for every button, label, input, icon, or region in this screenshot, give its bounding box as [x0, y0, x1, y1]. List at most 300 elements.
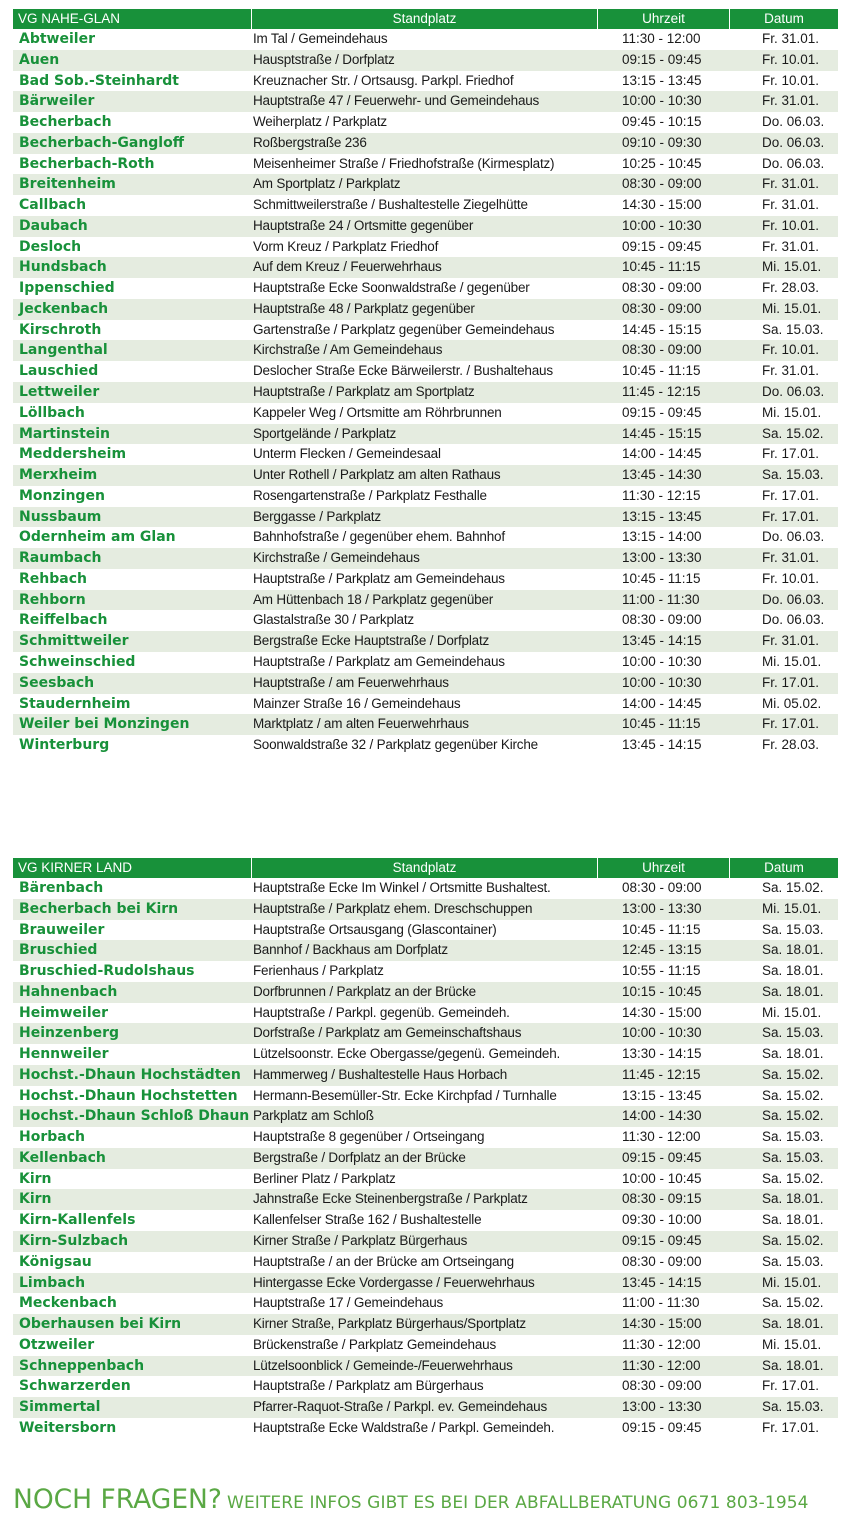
cell-uhrzeit: 13:15 - 14:00	[622, 529, 702, 545]
cell-standplatz: Auf dem Kreuz / Feuerwehrhaus	[253, 259, 442, 275]
table-row	[13, 878, 838, 899]
cell-standplatz: Hauptstraße / Parkplatz ehem. Dreschschuppen	[253, 900, 533, 916]
table-row	[13, 1397, 838, 1418]
cell-uhrzeit: 09:30 - 10:00	[622, 1212, 702, 1228]
cell-uhrzeit: 11:00 - 11:30	[622, 591, 700, 607]
cell-standplatz: Hermann-Besemüller-Str. Ecke Kirchpfad / Turnhalle	[253, 1087, 557, 1103]
cell-standplatz: Dorfstraße / Parkplatz am Gemeinschaftshaus	[253, 1025, 522, 1041]
cell-datum: Sa. 15.03.	[762, 1149, 824, 1165]
cell-ort: Daubach	[19, 217, 88, 234]
cell-uhrzeit: 13:15 - 13:45	[622, 72, 702, 88]
cell-datum: Fr. 31.01.	[762, 176, 820, 192]
cell-uhrzeit: 11:30 - 12:00	[622, 1336, 701, 1352]
table-row	[13, 1356, 838, 1377]
cell-datum: Mi. 15.01.	[762, 653, 822, 669]
cell-standplatz: Jahnstraße Ecke Steinenbergstraße / Parkplatz	[253, 1191, 528, 1207]
cell-ort: Bärweiler	[19, 93, 95, 110]
cell-uhrzeit: 10:55 - 11:15	[622, 963, 701, 979]
table-row	[13, 694, 838, 715]
cell-datum: Mi. 15.01.	[762, 404, 822, 420]
cell-datum: Do. 06.03.	[762, 384, 825, 400]
cell-uhrzeit: 13:00 - 13:30	[622, 550, 702, 566]
cell-ort: Hundsbach	[19, 259, 107, 276]
cell-uhrzeit: 13:30 - 14:15	[622, 1046, 702, 1062]
cell-datum: Sa. 18.01.	[762, 1316, 824, 1332]
cell-uhrzeit: 08:30 - 09:00	[622, 1253, 702, 1269]
cell-ort: Kirn	[19, 1191, 52, 1208]
table-row	[13, 133, 838, 154]
cell-standplatz: Im Tal / Gemeindehaus	[253, 31, 388, 46]
cell-datum: Fr. 10.01.	[762, 72, 820, 88]
cell-standplatz: Hauptstraße 24 / Ortsmitte gegenüber	[253, 217, 474, 233]
cell-standplatz: Hauptstraße / an der Brücke am Ortseingang	[253, 1253, 514, 1269]
cell-datum: Fr. 28.03.	[762, 737, 820, 753]
cell-standplatz: Hauptstraße / Parkplatz am Gemeindehaus	[253, 570, 505, 586]
table-row	[13, 1252, 838, 1273]
cell-datum: Fr. 10.01.	[762, 51, 820, 67]
cell-standplatz: Parkplatz am Schloß	[253, 1108, 374, 1124]
cell-standplatz: Dorfbrunnen / Parkplatz an der Brücke	[253, 983, 476, 999]
cell-datum: Fr. 10.01.	[762, 217, 820, 233]
cell-standplatz: Hauptstraße Ecke Im Winkel / Ortsmitte Bushaltest.	[253, 880, 551, 895]
table-row	[13, 299, 838, 320]
cell-standplatz: Pfarrer-Raquot-Straße / Parkpl. ev. Gemeindehaus	[253, 1399, 548, 1415]
cell-uhrzeit: 11:45 - 12:15	[622, 384, 701, 400]
cell-datum: Fr. 17.01.	[762, 1378, 820, 1394]
table-row	[13, 403, 838, 424]
cell-datum: Mi. 15.01.	[762, 1336, 822, 1352]
cell-standplatz: Lützelsoonblick / Gemeinde-/Feuerwehrhaus	[253, 1357, 513, 1373]
cell-standplatz: Kirner Straße / Parkplatz Bürgerhaus	[253, 1233, 468, 1249]
cell-standplatz: Marktplatz / am alten Feuerwehrhaus	[253, 716, 469, 732]
cell-standplatz: Berggasse / Parkplatz	[253, 508, 381, 524]
cell-datum: Sa. 18.01.	[762, 983, 824, 999]
cell-ort: Seesbach	[19, 674, 95, 691]
cell-datum: Sa. 18.01.	[762, 942, 824, 958]
table-row	[13, 590, 838, 611]
cell-datum: Fr. 31.01.	[762, 550, 820, 566]
cell-uhrzeit: 10:00 - 10:30	[622, 674, 702, 690]
cell-standplatz: Soonwaldstraße 32 / Parkplatz gegenüber Kirche	[253, 737, 538, 753]
cell-datum: Sa. 15.03.	[762, 1025, 824, 1041]
cell-uhrzeit: 08:30 - 09:15	[622, 1191, 702, 1207]
table-row	[13, 444, 838, 465]
cell-datum: Sa. 18.01.	[762, 1046, 824, 1062]
cell-ort: Bruschied	[19, 942, 98, 959]
cell-ort: Rehborn	[19, 591, 86, 608]
cell-standplatz: Glastalstraße 30 / Parkplatz	[253, 612, 414, 628]
cell-standplatz: Lützelsoonstr. Ecke Obergasse/gegenü. Gemeindeh.	[253, 1046, 561, 1062]
table-row	[13, 1065, 838, 1086]
cell-ort: Bruschied-Rudolshaus	[19, 963, 195, 980]
cell-ort: Kellenbach	[19, 1149, 106, 1166]
table-row	[13, 982, 838, 1003]
cell-datum: Mi. 15.01.	[762, 300, 822, 316]
cell-standplatz: Bahnhofstraße / gegenüber ehem. Bahnhof	[253, 529, 505, 545]
cell-uhrzeit: 11:30 - 12:00	[622, 31, 701, 46]
table-row	[13, 1023, 838, 1044]
table-row	[13, 1210, 838, 1231]
cell-ort: Hennweiler	[19, 1046, 109, 1063]
table-row	[13, 340, 838, 361]
cell-uhrzeit: 08:30 - 09:00	[622, 342, 702, 358]
cell-uhrzeit: 10:00 - 10:30	[622, 1025, 702, 1041]
table-row	[13, 320, 838, 341]
cell-ort: Schwarzerden	[19, 1378, 131, 1395]
table-row	[13, 50, 838, 71]
cell-datum: Sa. 15.03.	[762, 467, 824, 483]
footer-info: WEITERE INFOS GIBT ES BEI DER ABFALLBERATUNG 0671 803-1954	[227, 1493, 809, 1513]
cell-uhrzeit: 10:45 - 11:15	[622, 259, 701, 275]
cell-ort: Rehbach	[19, 570, 87, 587]
table-vg-nahe-glan	[13, 9, 838, 756]
table-row	[13, 361, 838, 382]
cell-datum: Mi. 05.02.	[762, 695, 822, 711]
cell-uhrzeit: 13:00 - 13:30	[622, 900, 702, 916]
cell-ort: Becherbach bei Kirn	[19, 900, 179, 917]
cell-standplatz: Hauptstraße 17 / Gemeindehaus	[253, 1295, 444, 1311]
cell-ort: Schneppenbach	[19, 1357, 145, 1374]
cell-ort: Kirschroth	[19, 321, 102, 338]
table-row	[13, 940, 838, 961]
cell-datum: Sa. 18.01.	[762, 963, 824, 979]
cell-datum: Mi. 15.01.	[762, 900, 822, 916]
cell-datum: Fr. 17.01.	[762, 716, 820, 732]
cell-ort: Bärenbach	[19, 880, 104, 896]
table-vg-kirner-land	[13, 858, 838, 1439]
cell-uhrzeit: 09:15 - 09:45	[622, 1149, 702, 1165]
cell-uhrzeit: 09:15 - 09:45	[622, 1233, 702, 1249]
cell-uhrzeit: 13:00 - 13:30	[622, 1399, 702, 1415]
cell-datum: Sa. 15.02.	[762, 1087, 824, 1103]
table-row	[13, 278, 838, 299]
header-uhrzeit: Uhrzeit	[598, 9, 730, 29]
cell-datum: Fr. 17.01.	[762, 508, 820, 524]
cell-ort: Reiffelbach	[19, 612, 108, 629]
cell-standplatz: Kirchstraße / Am Gemeindehaus	[253, 342, 443, 358]
table-row	[13, 1273, 838, 1294]
cell-ort: Hochst.-Dhaun Hochstädten	[19, 1066, 241, 1083]
cell-datum: Sa. 18.01.	[762, 1212, 824, 1228]
table-row	[13, 237, 838, 258]
cell-ort: Otzweiler	[19, 1336, 95, 1353]
cell-uhrzeit: 10:45 - 11:15	[622, 363, 701, 379]
cell-uhrzeit: 11:30 - 12:00	[622, 1357, 701, 1373]
table-row	[13, 673, 838, 694]
table-row	[13, 91, 838, 112]
cell-datum: Sa. 18.01.	[762, 1357, 824, 1373]
cell-ort: Merxheim	[19, 467, 98, 484]
cell-standplatz: Hammerweg / Bushaltestelle Haus Horbach	[253, 1066, 508, 1082]
cell-datum: Fr. 31.01.	[762, 363, 820, 379]
cell-ort: Martinstein	[19, 425, 111, 442]
cell-datum: Fr. 31.01.	[762, 633, 820, 649]
cell-ort: Weitersborn	[19, 1419, 117, 1436]
cell-datum: Sa. 15.03.	[762, 321, 824, 337]
cell-datum: Sa. 15.02.	[762, 1295, 824, 1311]
cell-standplatz: Hauptstraße Ecke Waldstraße / Parkpl. Gemeindeh.	[253, 1419, 555, 1435]
cell-datum: Fr. 10.01.	[762, 570, 820, 586]
table-row	[13, 1335, 838, 1356]
table-row	[13, 507, 838, 528]
cell-uhrzeit: 08:30 - 09:00	[622, 612, 702, 628]
header-standplatz: Standplatz	[252, 858, 598, 878]
cell-uhrzeit: 11:30 - 12:00	[622, 1129, 701, 1145]
table-row	[13, 920, 838, 941]
cell-ort: Brauweiler	[19, 921, 105, 938]
cell-ort: Raumbach	[19, 550, 102, 567]
table-row	[13, 257, 838, 278]
footer-question: NOCH FRAGEN?	[13, 1484, 222, 1515]
table-row	[13, 631, 838, 652]
cell-standplatz: Kappeler Weg / Ortsmitte am Röhrbrunnen	[253, 404, 502, 420]
cell-uhrzeit: 14:30 - 15:00	[622, 1004, 702, 1020]
cell-ort: Becherbach-Roth	[19, 155, 155, 172]
cell-ort: Kirn-Sulzbach	[19, 1233, 129, 1250]
cell-datum: Fr. 17.01.	[762, 487, 820, 503]
cell-uhrzeit: 13:15 - 13:45	[622, 1087, 702, 1103]
cell-datum: Sa. 15.02.	[762, 425, 824, 441]
cell-ort: Staudernheim	[19, 695, 131, 712]
cell-ort: Horbach	[19, 1129, 85, 1146]
cell-ort: Schweinschied	[19, 653, 136, 670]
cell-datum: Fr. 31.01.	[762, 238, 820, 254]
cell-ort: Lauschied	[19, 363, 99, 380]
cell-ort: Becherbach	[19, 114, 112, 131]
table-header	[13, 858, 838, 878]
cell-datum: Sa. 15.03.	[762, 1399, 824, 1415]
table-row	[13, 29, 838, 50]
cell-ort: Lettweiler	[19, 384, 100, 401]
table-row	[13, 216, 838, 237]
cell-ort: Jeckenbach	[19, 300, 109, 317]
cell-ort: Kirn-Kallenfels	[19, 1212, 136, 1229]
cell-datum: Fr. 10.01.	[762, 342, 820, 358]
cell-uhrzeit: 14:45 - 15:15	[622, 425, 702, 441]
table-row	[13, 735, 838, 756]
cell-standplatz: Bannhof / Backhaus am Dorfplatz	[253, 942, 448, 958]
table-row	[13, 1376, 838, 1397]
cell-datum: Sa. 15.03.	[762, 921, 824, 937]
cell-ort: Hochst.-Dhaun Hochstetten	[19, 1087, 238, 1104]
table-row	[13, 714, 838, 735]
cell-uhrzeit: 08:30 - 09:00	[622, 300, 702, 316]
cell-ort: Heimweiler	[19, 1004, 109, 1021]
cell-ort: Odernheim am Glan	[19, 529, 176, 546]
cell-datum: Do. 06.03.	[762, 529, 825, 545]
table-row	[13, 1044, 838, 1065]
cell-uhrzeit: 10:45 - 11:15	[622, 716, 701, 732]
table-row	[13, 1169, 838, 1190]
cell-uhrzeit: 11:45 - 12:15	[622, 1066, 701, 1082]
table-row	[13, 424, 838, 445]
table-row	[13, 71, 838, 92]
cell-ort: Oberhausen bei Kirn	[19, 1316, 182, 1333]
cell-standplatz: Hauptstraße / Parkpl. gegenüb. Gemeindeh.	[253, 1004, 510, 1020]
table-row	[13, 961, 838, 982]
cell-uhrzeit: 10:25 - 10:45	[622, 155, 702, 171]
cell-uhrzeit: 10:00 - 10:30	[622, 217, 702, 233]
cell-datum: Fr. 31.01.	[762, 31, 820, 46]
cell-standplatz: Hauptstraße 47 / Feuerwehr- und Gemeindehaus	[253, 93, 540, 109]
cell-standplatz: Roßbergstraße 236	[253, 134, 367, 150]
cell-ort: Kirn	[19, 1170, 52, 1187]
table-row	[13, 1418, 838, 1439]
cell-ort: Breitenheim	[19, 176, 116, 193]
cell-uhrzeit: 09:15 - 09:45	[622, 238, 702, 254]
table-row	[13, 1086, 838, 1107]
cell-ort: Simmertal	[19, 1399, 101, 1416]
table-row	[13, 1293, 838, 1314]
cell-standplatz: Unter Rothell / Parkplatz am alten Rathaus	[253, 467, 501, 483]
cell-uhrzeit: 14:00 - 14:30	[622, 1108, 702, 1124]
cell-standplatz: Berliner Platz / Parkplatz	[253, 1170, 396, 1186]
cell-uhrzeit: 09:15 - 09:45	[622, 51, 702, 67]
table-row	[13, 1231, 838, 1252]
header-datum: Datum	[764, 860, 804, 875]
cell-ort: Bad Sob.-Steinhardt	[19, 72, 179, 89]
cell-standplatz: Hausptstraße / Dorfplatz	[253, 51, 395, 67]
cell-uhrzeit: 12:45 - 13:15	[622, 942, 702, 958]
cell-datum: Sa. 15.02.	[762, 1066, 824, 1082]
cell-uhrzeit: 08:30 - 09:00	[622, 280, 702, 296]
cell-standplatz: Hauptstraße / am Feuerwehrhaus	[253, 674, 449, 690]
table-row	[13, 527, 838, 548]
cell-uhrzeit: 13:15 - 13:45	[622, 508, 702, 524]
cell-standplatz: Deslocher Straße Ecke Bärweilerstr. / Bushaltehaus	[253, 363, 553, 379]
cell-datum: Sa. 15.03.	[762, 1253, 824, 1269]
cell-datum: Fr. 17.01.	[762, 1419, 820, 1435]
cell-datum: Fr. 31.01.	[762, 93, 820, 109]
cell-datum: Mi. 15.01.	[762, 259, 822, 275]
cell-uhrzeit: 14:30 - 15:00	[622, 197, 702, 213]
cell-ort: Monzingen	[19, 487, 105, 504]
header-standplatz: Standplatz	[252, 9, 598, 29]
cell-standplatz: Meisenheimer Straße / Friedhofstraße (Kirmesplatz)	[253, 155, 555, 171]
cell-datum: Fr. 28.03.	[762, 280, 820, 296]
table-row	[13, 112, 838, 133]
cell-ort: Callbach	[19, 197, 87, 214]
cell-datum: Do. 06.03.	[762, 591, 825, 607]
cell-datum: Sa. 15.02.	[762, 1108, 824, 1124]
table-row	[13, 154, 838, 175]
cell-ort: Hahnenbach	[19, 983, 118, 1000]
cell-uhrzeit: 09:15 - 09:45	[622, 404, 702, 420]
cell-uhrzeit: 10:15 - 10:45	[622, 983, 702, 999]
table-row	[13, 195, 838, 216]
table-header	[13, 9, 838, 29]
cell-datum: Sa. 18.01.	[762, 1191, 824, 1207]
cell-uhrzeit: 14:30 - 15:00	[622, 1316, 702, 1332]
cell-datum: Sa. 15.02.	[762, 880, 824, 895]
table-row	[13, 174, 838, 195]
header-uhrzeit: Uhrzeit	[598, 858, 730, 878]
cell-ort: Königsau	[19, 1253, 92, 1270]
cell-uhrzeit: 13:45 - 14:15	[622, 1274, 702, 1290]
table-row	[13, 1003, 838, 1024]
cell-uhrzeit: 14:45 - 15:15	[622, 321, 702, 337]
table-row	[13, 382, 838, 403]
cell-uhrzeit: 13:45 - 14:15	[622, 737, 702, 753]
cell-datum: Do. 06.03.	[762, 612, 825, 628]
cell-uhrzeit: 13:45 - 14:15	[622, 633, 702, 649]
cell-datum: Fr. 31.01.	[762, 197, 820, 213]
cell-datum: Do. 06.03.	[762, 114, 825, 130]
table-row	[13, 610, 838, 631]
cell-standplatz: Mainzer Straße 16 / Gemeindehaus	[253, 695, 461, 711]
cell-standplatz: Hauptstraße 48 / Parkplatz gegenüber	[253, 300, 475, 316]
cell-standplatz: Bergstraße / Dorfplatz an der Brücke	[253, 1149, 466, 1165]
cell-standplatz: Am Sportplatz / Parkplatz	[253, 176, 401, 192]
cell-standplatz: Hauptstraße / Parkplatz am Sportplatz	[253, 384, 475, 400]
cell-uhrzeit: 11:00 - 11:30	[622, 1295, 700, 1311]
cell-ort: Becherbach-Gangloff	[19, 134, 185, 151]
cell-standplatz: Kirchstraße / Gemeindehaus	[253, 550, 420, 566]
table-row	[13, 1189, 838, 1210]
cell-ort: Desloch	[19, 238, 82, 255]
cell-uhrzeit: 11:30 - 12:15	[622, 487, 701, 503]
cell-uhrzeit: 10:45 - 11:15	[622, 570, 701, 586]
cell-standplatz: Unterm Flecken / Gemeindesaal	[253, 446, 441, 462]
cell-standplatz: Hauptstraße / Parkplatz am Bürgerhaus	[253, 1378, 484, 1394]
cell-standplatz: Schmittweilerstraße / Bushaltestelle Ziegelhütte	[253, 197, 528, 213]
cell-uhrzeit: 10:00 - 10:45	[622, 1170, 702, 1186]
cell-ort: Auen	[19, 51, 60, 68]
cell-datum: Do. 06.03.	[762, 134, 825, 150]
cell-datum: Fr. 17.01.	[762, 446, 820, 462]
table-row	[13, 465, 838, 486]
footer	[13, 1484, 853, 1515]
cell-standplatz: Brückenstraße / Parkplatz Gemeindehaus	[253, 1336, 497, 1352]
table-row	[13, 1148, 838, 1169]
table-row	[13, 899, 838, 920]
cell-ort: Löllbach	[19, 404, 85, 421]
cell-ort: Winterburg	[19, 737, 110, 754]
cell-uhrzeit: 08:30 - 09:00	[622, 880, 702, 895]
table-row	[13, 652, 838, 673]
cell-datum: Fr. 17.01.	[762, 674, 820, 690]
cell-standplatz: Vorm Kreuz / Parkplatz Friedhof	[253, 238, 439, 254]
cell-ort: Abtweiler	[19, 31, 95, 47]
cell-uhrzeit: 08:30 - 09:00	[622, 176, 702, 192]
table-row	[13, 1106, 838, 1127]
cell-standplatz: Hauptstraße 8 gegenüber / Ortseingang	[253, 1129, 485, 1145]
cell-uhrzeit: 09:10 - 09:30	[622, 134, 702, 150]
cell-ort: Langenthal	[19, 342, 108, 359]
cell-ort: Hochst.-Dhaun Schloß Dhaun	[19, 1108, 250, 1125]
cell-uhrzeit: 14:00 - 14:45	[622, 695, 702, 711]
cell-standplatz: Kirner Straße, Parkplatz Bürgerhaus/Sportplatz	[253, 1316, 526, 1332]
cell-uhrzeit: 09:15 - 09:45	[622, 1419, 702, 1435]
cell-uhrzeit: 08:30 - 09:00	[622, 1378, 702, 1394]
cell-datum: Do. 06.03.	[762, 155, 825, 171]
cell-datum: Mi. 15.01.	[762, 1004, 822, 1020]
cell-ort: Ippenschied	[19, 280, 115, 297]
cell-ort: Meckenbach	[19, 1295, 117, 1312]
table-row	[13, 486, 838, 507]
cell-standplatz: Rosengartenstraße / Parkplatz Festhalle	[253, 487, 487, 503]
cell-uhrzeit: 14:00 - 14:45	[622, 446, 702, 462]
header-region: VG NAHE-GLAN	[13, 9, 252, 29]
cell-ort: Nussbaum	[19, 508, 102, 525]
cell-datum: Sa. 15.02.	[762, 1170, 824, 1186]
cell-standplatz: Am Hüttenbach 18 / Parkplatz gegenüber	[253, 591, 494, 607]
cell-uhrzeit: 10:00 - 10:30	[622, 93, 702, 109]
cell-standplatz: Hauptstraße / Parkplatz am Gemeindehaus	[253, 653, 505, 669]
cell-datum: Sa. 15.02.	[762, 1233, 824, 1249]
cell-standplatz: Kreuznacher Str. / Ortsausg. Parkpl. Friedhof	[253, 72, 514, 88]
cell-ort: Weiler bei Monzingen	[19, 716, 190, 733]
